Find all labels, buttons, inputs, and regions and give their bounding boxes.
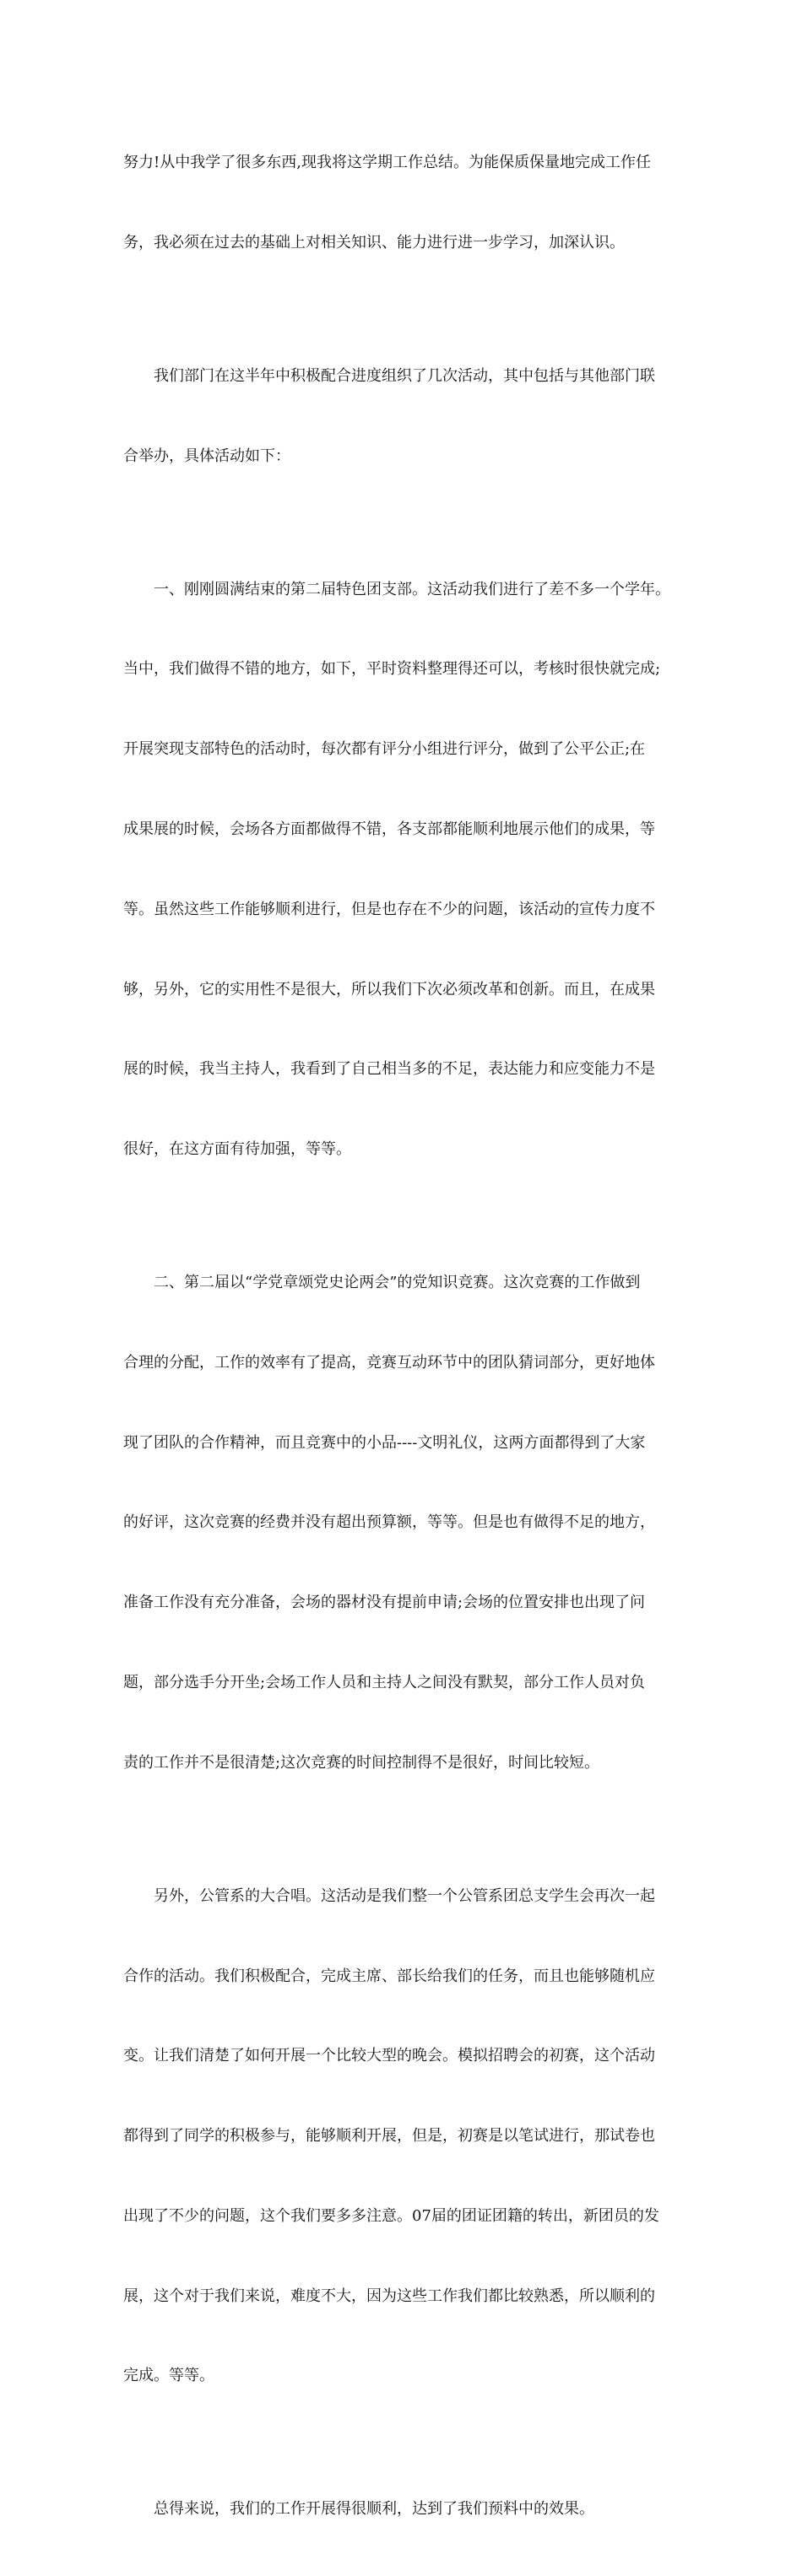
paragraph-conclusion <box>123 2443 684 2576</box>
text-line: 我们部门在这半年中积极配合进度组织了几次活动，其中包括与其他部门联 <box>123 366 655 385</box>
text-line: 变。让我们清楚了如何开展一个比较大型的晚会。模拟招聘会的初赛，这个活动 <box>123 2047 655 2065</box>
text-line: 另外，公管系的大合唱。这活动是我们整一个公管系团总支学生会再次一起 <box>123 1886 655 1905</box>
paragraph-activity-one <box>123 523 684 1216</box>
text-line: 务，我必须在过去的基础上对相关知识、能力进行进一步学习，加深认识。 <box>123 233 625 252</box>
text-line: 都得到了同学的积极参与，能够顺利开展，但是，初赛是以笔试进行，那试卷也 <box>123 2127 655 2146</box>
document-body <box>123 96 684 2576</box>
text-line: 二、第二届以“学党章颂党史论两会”的党知识竞赛。这次竞赛的工作做到 <box>123 1274 641 1292</box>
text-line: 很好，在这方面有待加强，等等。 <box>123 1140 351 1159</box>
paragraph-activity-two <box>123 1216 684 1830</box>
text-line: 准备工作没有充分准备，会场的器材没有提前申请;会场的位置安排也出现了问 <box>123 1594 646 1612</box>
text-line: 合举办，具体活动如下： <box>123 446 290 465</box>
text-line: 现了团队的合作精神，而且竞赛中的小品----文明礼仪，这两方面都得到了大家 <box>123 1433 646 1452</box>
text-line: 合作的活动。我们积极配合，完成主席、部长给我们的任务，而且也能够随机应 <box>123 1967 655 1985</box>
text-line: 题，部分选手分开坐;会场工作人员和主持人之间没有默契，部分工作人员对负 <box>123 1674 646 1692</box>
text-line: 够，另外，它的实用性不是很大，所以我们下次必须改革和创新。而且，在成果 <box>123 980 655 998</box>
text-line: 成果展的时候，会场各方面都做得不错，各支部都能顺利地展示他们的成果，等 <box>123 820 655 839</box>
text-line: 总得来说，我们的工作开展得很顺利，达到了我们预料中的效果。 <box>123 2500 594 2519</box>
paragraph-activities-overview <box>123 310 684 523</box>
text-line: 的好评，这次竞赛的经费并没有超出预算额，等等。但是也有做得不足的地方， <box>123 1513 655 1532</box>
text-line: 一、刚刚圆满结束的第二届特色团支部。这活动我们进行了差不多一个学年。 <box>123 580 670 598</box>
text-line: 责的工作并不是很清楚;这次竞赛的时间控制得不是很好，时间比较短。 <box>123 1753 600 1772</box>
text-line: 合理的分配，工作的效率有了提高，竞赛互动环节中的团队猜词部分，更好地体 <box>123 1353 655 1372</box>
text-line: 等。虽然这些工作能够顺利进行，但是也存在不少的问题，该活动的宣传力度不 <box>123 900 655 918</box>
text-line: 展的时候，我当主持人，我看到了自己相当多的不足，表达能力和应变能力不是 <box>123 1060 655 1079</box>
paragraph-intro <box>123 96 684 310</box>
text-line: 当中，我们做得不错的地方，如下，平时资料整理得还可以，考核时很快就完成; <box>123 660 661 679</box>
text-line: 展，这个对于我们来说，难度不大，因为这些工作我们都比较熟悉，所以顺利的 <box>123 2286 655 2305</box>
text-line: 完成。等等。 <box>123 2367 214 2385</box>
paragraph-other-activities <box>123 1830 684 2443</box>
text-line: 努力!从中我学了很多东西,现我将这学期工作总结。为能保质保量地完成工作任 <box>123 154 651 172</box>
text-line: 开展突现支部特色的活动时，每次都有评分小组进行评分，做到了公平公正;在 <box>123 740 646 759</box>
text-line: 出现了不少的问题，这个我们要多多注意。07届的团证团籍的转出，新团员的发 <box>123 2206 659 2225</box>
